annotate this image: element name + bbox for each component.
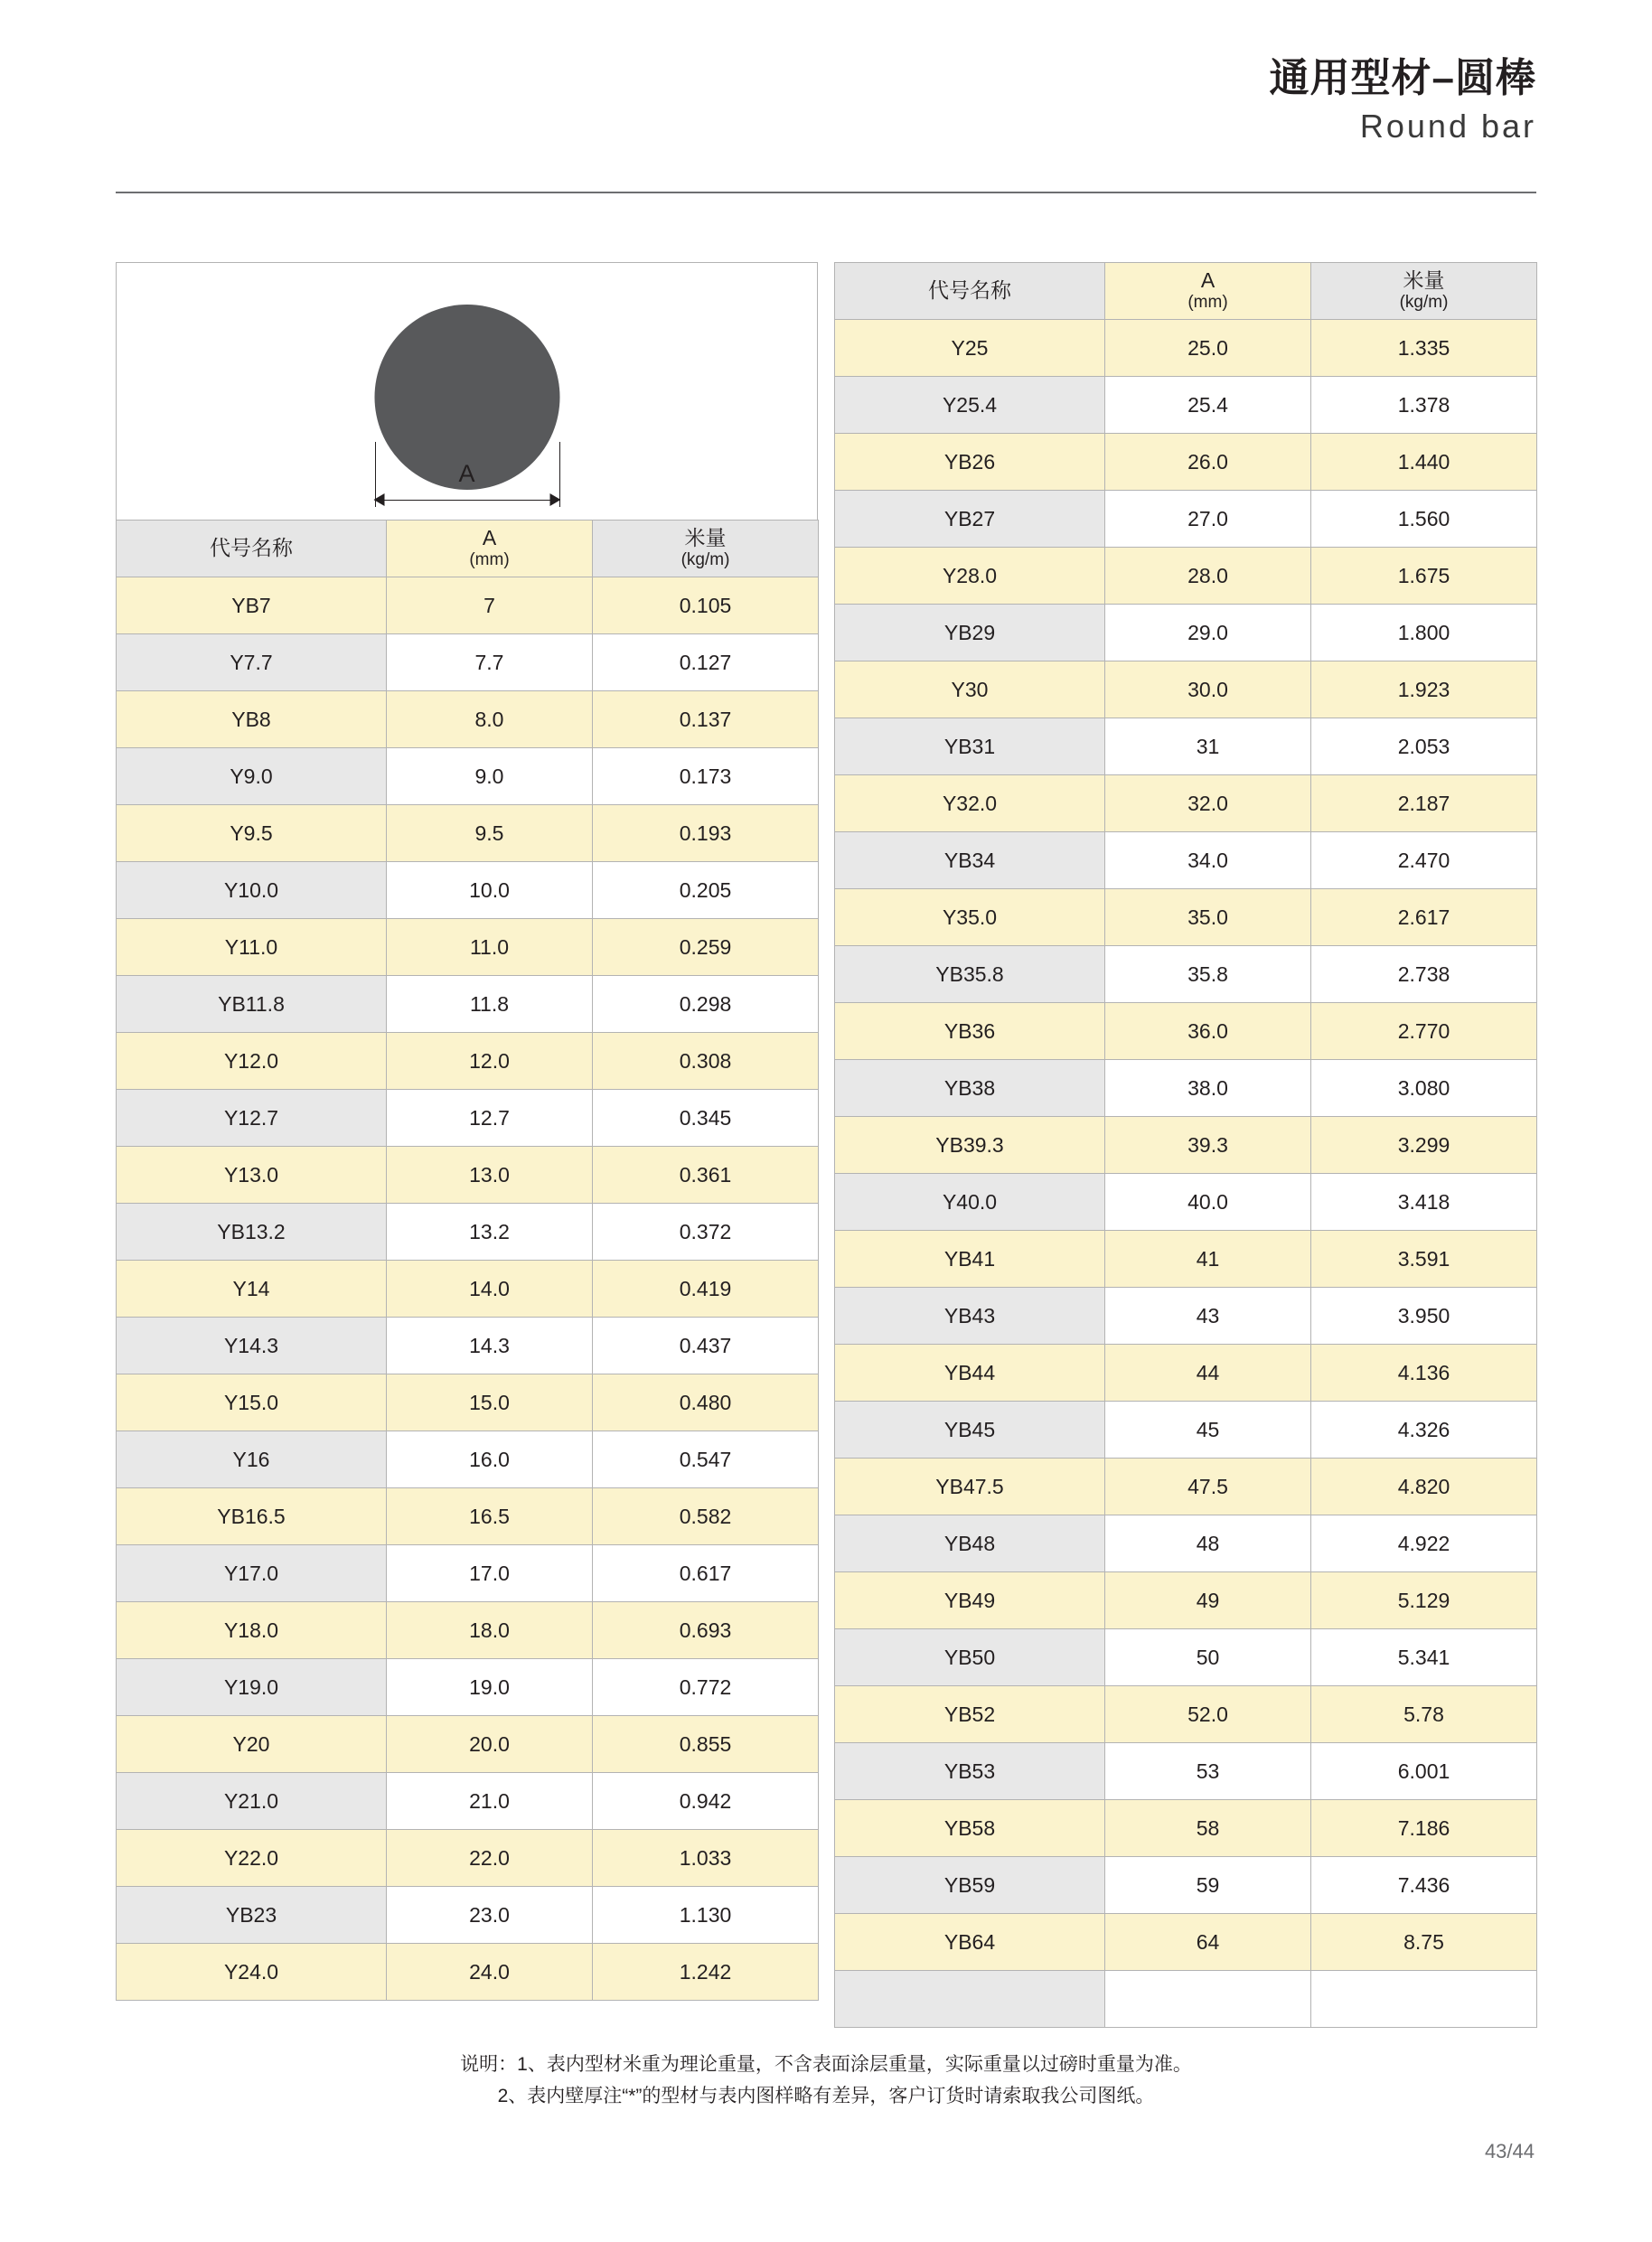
cell-weight: 4.326 <box>1311 1402 1537 1459</box>
cell-code: YB59 <box>835 1857 1105 1914</box>
cell-weight: 1.033 <box>593 1830 819 1887</box>
header-code <box>117 521 387 577</box>
cell-code: Y24.0 <box>117 1944 387 2001</box>
cell-diameter: 32.0 <box>1105 775 1311 832</box>
cell-diameter: 26.0 <box>1105 434 1311 491</box>
table-row <box>835 1686 1537 1743</box>
cell-code: YB38 <box>835 1060 1105 1117</box>
table-row <box>835 434 1537 491</box>
cell-diameter: 22.0 <box>387 1830 593 1887</box>
cell-code: YB26 <box>835 434 1105 491</box>
cell-diameter: 16.0 <box>387 1431 593 1488</box>
page-title-en: Round bar <box>1359 107 1536 145</box>
header-a-unit: (mm) <box>1187 293 1228 313</box>
table-row <box>117 805 819 862</box>
cell-diameter: 20.0 <box>387 1716 593 1773</box>
cell-code: Y14 <box>117 1261 387 1318</box>
cell-diameter: 49 <box>1105 1572 1311 1629</box>
header-weight-main: 米量 <box>684 525 727 549</box>
cell-weight: 2.738 <box>1311 946 1537 1003</box>
table-row <box>835 1345 1537 1402</box>
cell-code: Y40.0 <box>835 1174 1105 1231</box>
cell-weight: 1.242 <box>593 1944 819 2001</box>
cell-diameter: 29.0 <box>1105 605 1311 661</box>
cell-code: Y7.7 <box>117 634 387 691</box>
cell-code: YB13.2 <box>117 1204 387 1261</box>
table-row <box>117 1147 819 1204</box>
table-row <box>835 1402 1537 1459</box>
cell-weight: 5.341 <box>1311 1629 1537 1686</box>
cell-diameter: 15.0 <box>387 1374 593 1431</box>
cell-diameter: 35.0 <box>1105 889 1311 946</box>
cell-weight: 0.437 <box>593 1318 819 1374</box>
notes-block <box>116 2050 1536 2112</box>
cell-code: YB41 <box>835 1231 1105 1288</box>
table-row <box>117 1830 819 1887</box>
cell-weight: 0.345 <box>593 1090 819 1147</box>
cell-diameter: 7.7 <box>387 634 593 691</box>
cell-code: YB45 <box>835 1402 1105 1459</box>
cell-weight: 0.193 <box>593 805 819 862</box>
cell-code: YB58 <box>835 1800 1105 1857</box>
cell-weight: 4.136 <box>1311 1345 1537 1402</box>
dimension-arrow-line <box>374 500 559 501</box>
cell-weight: 3.950 <box>1311 1288 1537 1345</box>
cell-diameter: 34.0 <box>1105 832 1311 889</box>
table-row <box>835 1629 1537 1686</box>
header-weight-main: 米量 <box>1403 267 1445 292</box>
cell-diameter: 11.0 <box>387 919 593 976</box>
cell-diameter: 18.0 <box>387 1602 593 1659</box>
cell-code: Y12.7 <box>117 1090 387 1147</box>
cell-diameter: 9.5 <box>387 805 593 862</box>
header-code <box>835 263 1105 320</box>
cell-weight: 1.923 <box>1311 661 1537 718</box>
cell-code: YB16.5 <box>117 1488 387 1545</box>
note-line-2: 2、表内壁厚注“*”的型材与表内图样略有差异，客户订货时请索取我公司图纸。 <box>497 2085 1155 2106</box>
cell-code: Y35.0 <box>835 889 1105 946</box>
table-row <box>835 889 1537 946</box>
header-a <box>387 521 593 577</box>
cell-code: YB48 <box>835 1515 1105 1572</box>
cell-weight: 1.560 <box>1311 491 1537 548</box>
header-a-main: A <box>482 525 497 549</box>
table-row <box>835 718 1537 775</box>
cell-weight: 0.361 <box>593 1147 819 1204</box>
cell-diameter: 53 <box>1105 1743 1311 1800</box>
cell-weight: 0.772 <box>593 1659 819 1716</box>
cell-weight <box>1311 1971 1537 2028</box>
cell-diameter: 43 <box>1105 1288 1311 1345</box>
table-row <box>835 377 1537 434</box>
table-row <box>835 605 1537 661</box>
cell-code: YB36 <box>835 1003 1105 1060</box>
cell-diameter: 14.3 <box>387 1318 593 1374</box>
cell-diameter: 12.7 <box>387 1090 593 1147</box>
cell-code: Y30 <box>835 661 1105 718</box>
cell-weight: 0.173 <box>593 748 819 805</box>
cell-diameter: 9.0 <box>387 748 593 805</box>
cell-weight: 0.855 <box>593 1716 819 1773</box>
cell-code: Y28.0 <box>835 548 1105 605</box>
cell-code: Y25.4 <box>835 377 1105 434</box>
table-row <box>835 775 1537 832</box>
cell-weight: 2.770 <box>1311 1003 1537 1060</box>
cell-diameter: 64 <box>1105 1914 1311 1971</box>
cell-diameter: 14.0 <box>387 1261 593 1318</box>
table-row <box>117 1204 819 1261</box>
right-spec-table <box>834 262 1537 2028</box>
cell-code: Y12.0 <box>117 1033 387 1090</box>
cell-weight: 7.186 <box>1311 1800 1537 1857</box>
table-row <box>117 1602 819 1659</box>
cell-code: Y20 <box>117 1716 387 1773</box>
cell-weight: 0.582 <box>593 1488 819 1545</box>
cell-weight: 0.259 <box>593 919 819 976</box>
cell-code: YB11.8 <box>117 976 387 1033</box>
cell-code: YB35.8 <box>835 946 1105 1003</box>
cell-weight: 0.480 <box>593 1374 819 1431</box>
table-row <box>835 491 1537 548</box>
cell-code: Y9.0 <box>117 748 387 805</box>
cell-diameter: 24.0 <box>387 1944 593 2001</box>
table-row <box>117 1431 819 1488</box>
cell-code: YB49 <box>835 1572 1105 1629</box>
cell-weight: 0.205 <box>593 862 819 919</box>
cell-code: YB27 <box>835 491 1105 548</box>
cell-weight: 0.372 <box>593 1204 819 1261</box>
table-row <box>117 1944 819 2001</box>
table-row <box>117 1090 819 1147</box>
dimension-label-a: A <box>458 460 475 487</box>
table-row <box>835 1800 1537 1857</box>
cell-code: YB39.3 <box>835 1117 1105 1174</box>
header-code-label: 代号名称 <box>928 278 1011 303</box>
cell-weight: 4.922 <box>1311 1515 1537 1572</box>
cell-diameter: 44 <box>1105 1345 1311 1402</box>
cell-code: Y13.0 <box>117 1147 387 1204</box>
cell-code: YB50 <box>835 1629 1105 1686</box>
cell-diameter: 50 <box>1105 1629 1311 1686</box>
cell-weight: 1.800 <box>1311 605 1537 661</box>
cell-weight: 1.378 <box>1311 377 1537 434</box>
cell-weight: 1.335 <box>1311 320 1537 377</box>
cell-diameter <box>1105 1971 1311 2028</box>
cell-diameter: 47.5 <box>1105 1459 1311 1515</box>
cell-diameter: 31 <box>1105 718 1311 775</box>
cell-weight: 0.105 <box>593 577 819 634</box>
cell-diameter: 27.0 <box>1105 491 1311 548</box>
cell-diameter: 35.8 <box>1105 946 1311 1003</box>
cell-weight: 1.130 <box>593 1887 819 1944</box>
cell-code: YB29 <box>835 605 1105 661</box>
cell-code: Y19.0 <box>117 1659 387 1716</box>
cell-code: YB47.5 <box>835 1459 1105 1515</box>
header-weight <box>1311 263 1537 320</box>
table-header-row <box>835 263 1537 320</box>
cell-diameter: 7 <box>387 577 593 634</box>
cell-diameter: 36.0 <box>1105 1003 1311 1060</box>
table-row <box>835 1288 1537 1345</box>
cell-diameter: 16.5 <box>387 1488 593 1545</box>
cell-diameter: 23.0 <box>387 1887 593 1944</box>
cell-weight: 0.693 <box>593 1602 819 1659</box>
cell-code: YB31 <box>835 718 1105 775</box>
cell-weight: 0.942 <box>593 1773 819 1830</box>
cell-code: Y18.0 <box>117 1602 387 1659</box>
cell-code: YB44 <box>835 1345 1105 1402</box>
cell-diameter: 38.0 <box>1105 1060 1311 1117</box>
header-weight-unit: (kg/m) <box>1399 293 1449 313</box>
cell-code: Y32.0 <box>835 775 1105 832</box>
table-row <box>835 1231 1537 1288</box>
table-row <box>117 634 819 691</box>
cell-weight: 2.187 <box>1311 775 1537 832</box>
table-row <box>835 1459 1537 1515</box>
header-divider <box>116 192 1536 193</box>
cell-diameter: 13.0 <box>387 1147 593 1204</box>
cell-code: YB34 <box>835 832 1105 889</box>
cell-diameter: 28.0 <box>1105 548 1311 605</box>
table-row <box>835 1174 1537 1231</box>
table-row <box>117 1773 819 1830</box>
table-row <box>117 1716 819 1773</box>
cell-diameter: 52.0 <box>1105 1686 1311 1743</box>
cell-diameter: 17.0 <box>387 1545 593 1602</box>
header-a-unit: (mm) <box>469 550 510 570</box>
cell-weight: 3.418 <box>1311 1174 1537 1231</box>
table-row <box>117 748 819 805</box>
cell-diameter: 19.0 <box>387 1659 593 1716</box>
page-header <box>1270 56 1536 145</box>
cell-diameter: 30.0 <box>1105 661 1311 718</box>
table-row <box>835 1003 1537 1060</box>
cell-weight: 6.001 <box>1311 1743 1537 1800</box>
header-weight-unit: (kg/m) <box>681 550 730 570</box>
cell-weight: 3.591 <box>1311 1231 1537 1288</box>
cell-weight: 0.298 <box>593 976 819 1033</box>
header-a <box>1105 263 1311 320</box>
cell-weight: 3.299 <box>1311 1117 1537 1174</box>
round-bar-diagram <box>116 262 818 520</box>
cell-code: Y17.0 <box>117 1545 387 1602</box>
cell-weight: 3.080 <box>1311 1060 1537 1117</box>
table-row <box>117 1488 819 1545</box>
note-line-1: 说明：1、表内型材米重为理论重量，不含表面涂层重量，实际重量以过磅时重量为准。 <box>460 2054 1192 2075</box>
page-title-cn: 通用型材–圆棒 <box>1269 56 1536 100</box>
cell-diameter: 25.4 <box>1105 377 1311 434</box>
header-weight <box>593 521 819 577</box>
right-column <box>834 262 1536 2028</box>
left-column <box>116 262 818 2028</box>
header-a-main: A <box>1200 267 1216 292</box>
table-row <box>117 1887 819 1944</box>
cell-weight: 4.820 <box>1311 1459 1537 1515</box>
cell-diameter: 58 <box>1105 1800 1311 1857</box>
header-code-label: 代号名称 <box>210 536 293 560</box>
cell-weight: 8.75 <box>1311 1914 1537 1971</box>
cell-code: Y25 <box>835 320 1105 377</box>
cell-diameter: 25.0 <box>1105 320 1311 377</box>
cell-weight: 0.308 <box>593 1033 819 1090</box>
cell-code: Y21.0 <box>117 1773 387 1830</box>
cell-code: Y16 <box>117 1431 387 1488</box>
table-row <box>835 1117 1537 1174</box>
cell-diameter: 21.0 <box>387 1773 593 1830</box>
table-row <box>117 1261 819 1318</box>
table-row <box>835 320 1537 377</box>
table-row <box>117 919 819 976</box>
table-row <box>117 1659 819 1716</box>
cell-diameter: 13.2 <box>387 1204 593 1261</box>
table-row <box>117 1318 819 1374</box>
table-row <box>835 1572 1537 1629</box>
cell-weight: 0.547 <box>593 1431 819 1488</box>
table-row <box>117 1374 819 1431</box>
cell-code: Y14.3 <box>117 1318 387 1374</box>
spec-tables <box>116 262 1536 2028</box>
cell-diameter: 45 <box>1105 1402 1311 1459</box>
cell-diameter: 48 <box>1105 1515 1311 1572</box>
cell-code: YB43 <box>835 1288 1105 1345</box>
cell-diameter: 12.0 <box>387 1033 593 1090</box>
cell-diameter: 39.3 <box>1105 1117 1311 1174</box>
table-row <box>117 976 819 1033</box>
cell-code: YB64 <box>835 1914 1105 1971</box>
cell-code: Y22.0 <box>117 1830 387 1887</box>
table-row <box>835 832 1537 889</box>
table-row <box>835 1857 1537 1914</box>
cell-diameter: 10.0 <box>387 862 593 919</box>
table-row <box>117 1545 819 1602</box>
table-row <box>835 946 1537 1003</box>
cell-code: Y10.0 <box>117 862 387 919</box>
cell-code: YB7 <box>117 577 387 634</box>
cell-weight: 1.675 <box>1311 548 1537 605</box>
cell-weight: 0.137 <box>593 691 819 748</box>
cell-diameter: 59 <box>1105 1857 1311 1914</box>
table-row <box>835 1515 1537 1572</box>
cell-weight: 5.129 <box>1311 1572 1537 1629</box>
cell-diameter: 41 <box>1105 1231 1311 1288</box>
cell-diameter: 40.0 <box>1105 1174 1311 1231</box>
table-row <box>835 548 1537 605</box>
cell-code <box>835 1971 1105 2028</box>
cell-weight: 5.78 <box>1311 1686 1537 1743</box>
table-row <box>117 691 819 748</box>
table-row <box>835 1971 1537 2028</box>
cell-code: YB8 <box>117 691 387 748</box>
cell-weight: 7.436 <box>1311 1857 1537 1914</box>
left-spec-table <box>116 520 819 2001</box>
table-row <box>835 1743 1537 1800</box>
table-row <box>117 577 819 634</box>
cell-weight: 1.440 <box>1311 434 1537 491</box>
cell-code: YB53 <box>835 1743 1105 1800</box>
cell-weight: 0.419 <box>593 1261 819 1318</box>
page-number: 43/44 <box>1484 2140 1535 2162</box>
table-row <box>117 1033 819 1090</box>
cell-weight: 2.470 <box>1311 832 1537 889</box>
cell-weight: 2.053 <box>1311 718 1537 775</box>
cell-diameter: 8.0 <box>387 691 593 748</box>
table-header-row <box>117 521 819 577</box>
cell-weight: 2.617 <box>1311 889 1537 946</box>
cell-code: YB23 <box>117 1887 387 1944</box>
cell-weight: 0.617 <box>593 1545 819 1602</box>
table-row <box>835 1060 1537 1117</box>
cell-code: Y15.0 <box>117 1374 387 1431</box>
cell-code: Y9.5 <box>117 805 387 862</box>
cell-weight: 0.127 <box>593 634 819 691</box>
table-row <box>835 1914 1537 1971</box>
table-row <box>835 661 1537 718</box>
cell-diameter: 11.8 <box>387 976 593 1033</box>
cell-code: Y11.0 <box>117 919 387 976</box>
cell-code: YB52 <box>835 1686 1105 1743</box>
table-row <box>117 862 819 919</box>
